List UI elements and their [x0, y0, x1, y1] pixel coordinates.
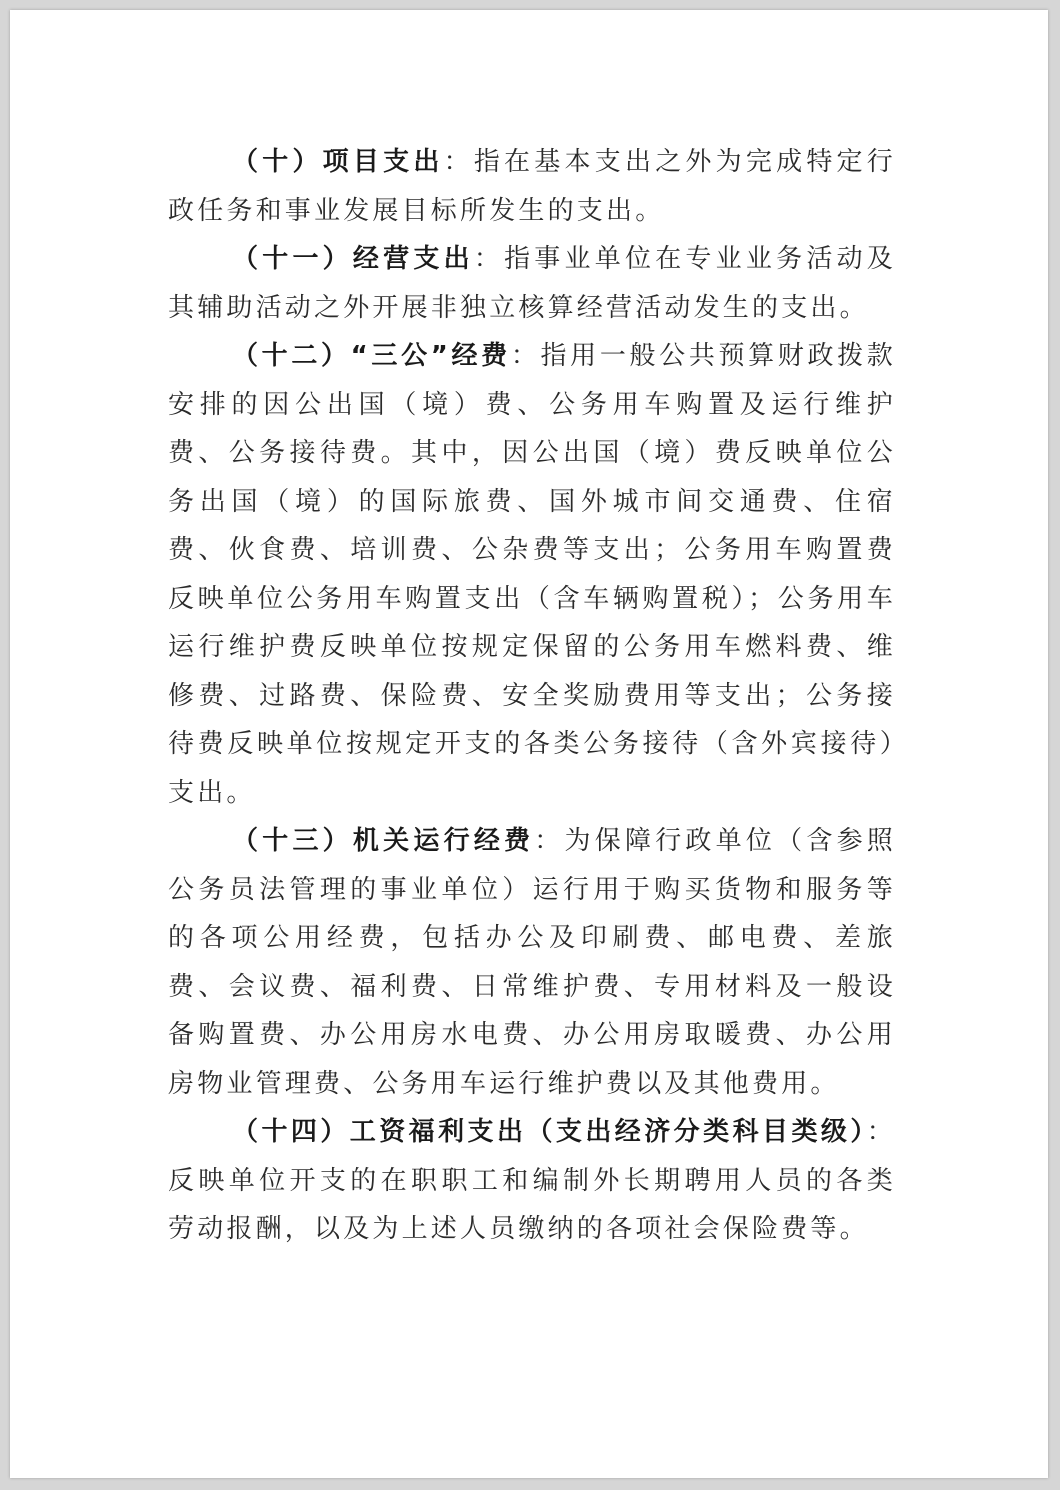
- paragraph-project-expenditure: [168, 138, 896, 235]
- paragraph-agency-operating-funds: [168, 817, 896, 1108]
- paragraph-text: 指事业单位在专业业务活动及其辅助活动之外开展非独立核算经营活动发生的支出。: [168, 244, 896, 323]
- term-separator: ：: [534, 826, 565, 856]
- term-heading: （十四）工资福利支出（支出经济分类科目类级）: [232, 1117, 867, 1147]
- paragraph-operating-expenditure: [168, 235, 896, 332]
- paragraph-wage-welfare-expenditure: [168, 1108, 896, 1254]
- paragraph-text: 指用一般公共预算财政拨款安排的因公出国（境）费、公务用车购置及运行维护费、公务接待费。其中，因公出国（境）费反映单位公务出国（境）的国际旅费、国外城市间交通费、住宿费、伙食费、培训费、公杂费等支出；公务用车购置费反映单位公务用车购置支出（含车辆购置税）；公务用车运行维护费反映单位按规定保留的公务用车燃料费、维修费、过路费、保险费、安全奖励费用等支出；公务接待费反映单位按规定开支的各类公务接待（含外宾接待）支出。: [168, 341, 897, 808]
- term-heading: （十一）经营支出: [232, 244, 474, 274]
- term-heading: （十二）“三公”经费: [232, 341, 511, 371]
- term-separator: ：: [443, 147, 474, 177]
- term-separator: ：: [866, 1117, 896, 1147]
- term-heading: （十三）机关运行经费: [232, 826, 535, 856]
- term-separator: ：: [510, 341, 541, 371]
- paragraph-text: 反映单位开支的在职职工和编制外长期聘用人员的各类劳动报酬，以及为上述人员缴纳的各项社会保险费等。: [168, 1165, 896, 1244]
- document-page: [10, 10, 1048, 1478]
- paragraph-text: 为保障行政单位（含参照公务员法管理的事业单位）运行用于购买货物和服务等的各项公用经费，包括办公及印刷费、邮电费、差旅费、会议费、福利费、日常维护费、专用材料及一般设备购置费、办公用房水电费、办公用房取暖费、办公用房物业管理费、公务用车运行维护费以及其他费用。: [168, 826, 896, 1099]
- term-heading: （十）项目支出: [232, 147, 444, 177]
- document-body: [168, 138, 896, 1254]
- paragraph-three-public-expenses: [168, 332, 896, 817]
- paragraph-text: 指在基本支出之外为完成特定行政任务和事业发展目标所发生的支出。: [168, 147, 896, 226]
- term-separator: ：: [473, 244, 505, 274]
